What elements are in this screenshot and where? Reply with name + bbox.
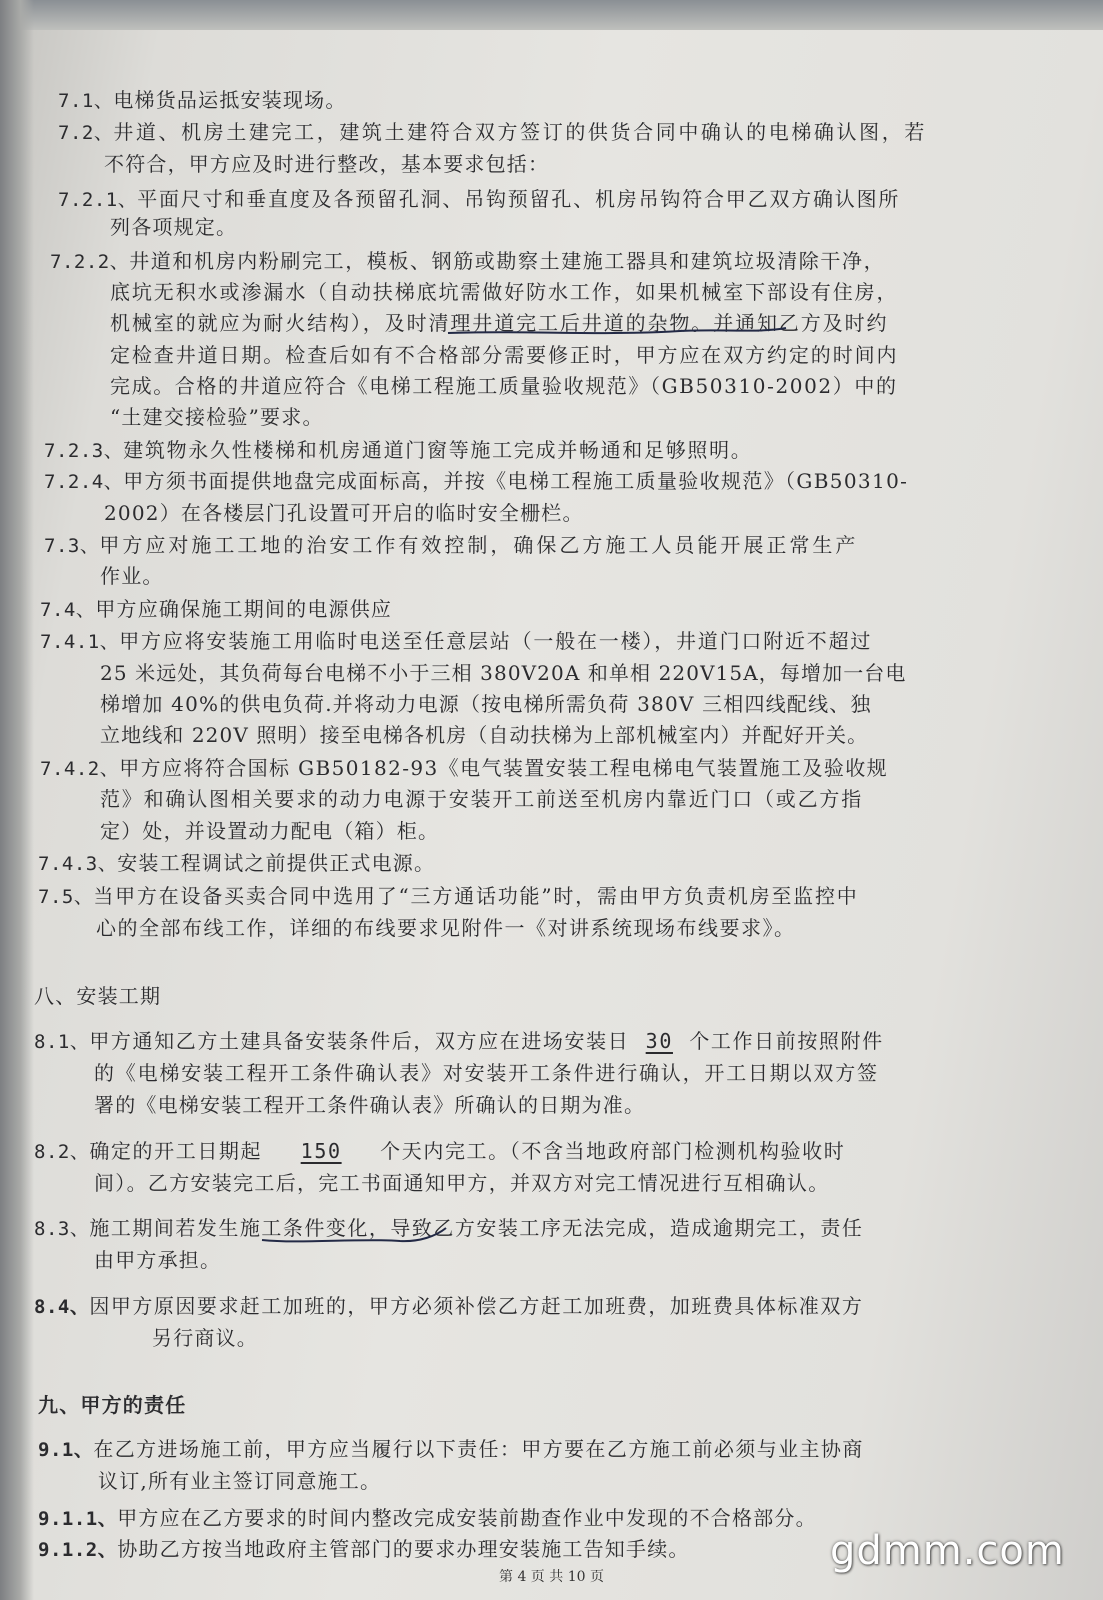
clause-7-2-2-line2: 底坑无积水或渗漏水（自动扶梯底坑需做好防水工作，如果机械室下部设有住房， <box>110 280 899 304</box>
section-8-heading: 八、安装工期 <box>34 984 162 1008</box>
fill-in-workdays: 30 <box>645 1029 673 1053</box>
clause-7-5: 7.5、当甲方在设备买卖合同中选用了“三方通话功能”时，需由甲方负责机房至监控中 <box>38 884 859 908</box>
clause-7-4-2: 7.4.2、甲方应将符合国标 GB50182-93《电气装置安装工程电梯电气装置施工及验收规 <box>40 756 889 780</box>
clause-9-1-1: 9.1.1、甲方应在乙方要求的时间内整改完成安装前勘查作业中发现的不合格部分。 <box>38 1506 817 1530</box>
clause-7-3: 7.3、甲方应对施工工地的治安工作有效控制，确保乙方施工人员能开展正常生产 <box>44 533 859 557</box>
clause-9-1: 9.1、在乙方进场施工前，甲方应当履行以下责任：甲方要在乙方施工前必须与业主协商 <box>38 1437 864 1461</box>
clause-8-1-line2: 的《电梯安装工程开工条件确认表》对安装开工条件进行确认，开工日期以双方签 <box>94 1061 879 1085</box>
clause-7-4-1-line3: 梯增加 40%的供电负荷.并将动力电源（按电梯所需负荷 380V 三相四线配线、独 <box>100 692 872 716</box>
clause-7-2-2-line4: 定检查井道日期。检查后如有不合格部分需要修正时，甲方应在双方约定的时间内 <box>110 343 899 367</box>
clause-7-2-2-line5: 完成。合格的井道应符合《电梯工程施工质量验收规范》（GB50310-2002）中的 <box>110 374 898 398</box>
watermark: gdmm.com <box>830 1528 1065 1574</box>
clause-7-2-4-cont: 2002）在各楼层门孔设置可开启的临时安全栅栏。 <box>104 501 584 525</box>
clause-8-2: 8.2、确定的开工日期起 150 个天内完工。（不含当地政府部门检测机构验收时 <box>34 1139 846 1163</box>
clause-8-3-cont: 由甲方承担。 <box>94 1248 222 1272</box>
clause-7-4-1-line2: 25 米远处，其负荷每台电梯不小于三相 380V20A 和单相 220V15A，每增加一台电 <box>100 661 907 685</box>
clause-7-4-2-line2: 范》和确认图相关要求的动力电源于安装开工前送至机房内靠近门口（或乙方指 <box>100 787 863 811</box>
clause-9-1-cont: 议订,所有业主签订同意施工。 <box>98 1469 382 1493</box>
fill-in-days: 150 <box>300 1139 342 1163</box>
clause-7-2-2-line3: 机械室的就应为耐火结构），及时清理井道完工后井道的杂物。并通知乙方及时约 <box>110 311 889 335</box>
clause-7-2-1-cont: 列各项规定。 <box>110 215 238 239</box>
clause-7-2-3: 7.2.3、建筑物永久性楼梯和机房通道门窗等施工完成并畅通和足够照明。 <box>44 438 753 462</box>
clause-9-1-2: 9.1.2、协助乙方按当地政府主管部门的要求办理安装施工告知手续。 <box>38 1537 690 1561</box>
clause-7-3-cont: 作业。 <box>100 564 164 588</box>
clause-7-4-1-line4: 立地线和 220V 照明）接至电梯各机房（自动扶梯为上部机械室内）并配好开关。 <box>100 723 869 747</box>
clause-7-2-cont: 不符合，甲方应及时进行整改，基本要求包括： <box>104 152 550 176</box>
clause-7-1: 7.1、电梯货品运抵安装现场。 <box>58 88 347 112</box>
clause-7-2: 7.2、井道、机房土建完工，建筑土建符合双方签订的供货合同中确认的电梯确认图，若 <box>58 120 927 144</box>
clause-8-4-cont: 另行商议。 <box>152 1326 258 1350</box>
page-number-footer: 第 4 页 共 10 页 <box>499 1569 604 1585</box>
clause-8-3: 8.3、施工期间若发生施工条件变化，导致乙方安装工序无法完成，造成逾期完工，责任 <box>34 1216 864 1240</box>
clause-7-2-2: 7.2.2、井道和机房内粉刷完工，模板、钢筋或勘察土建施工器具和建筑垃圾清除干净， <box>50 249 886 273</box>
clause-7-5-cont: 心的全部布线工作，详细的布线要求见附件一《对讲系统现场布线要求》。 <box>96 916 796 940</box>
clause-8-2-cont: 间）。乙方安装完工后，完工书面通知甲方，并双方对完工情况进行互相确认。 <box>94 1171 830 1195</box>
clause-8-1: 8.1、甲方通知乙方土建具备安装条件后，双方应在进场安装日 30 个工作日前按照附件 <box>34 1029 884 1053</box>
clause-8-4: 8.4、因甲方原因要求赶工加班的，甲方必须补偿乙方赶工加班费，加班费具体标准双方 <box>34 1294 864 1318</box>
clause-7-2-2-line6: “土建交接检验”要求。 <box>110 405 324 429</box>
clause-7-4-2-line3: 定）处，并设置动力配电（箱）柜。 <box>100 819 440 843</box>
clause-7-2-1: 7.2.1、平面尺寸和垂直度及各预留孔洞、吊钩预留孔、机房吊钩符合甲乙双方确认图所 <box>58 187 901 211</box>
section-9-heading: 九、甲方的责任 <box>38 1393 187 1417</box>
clause-7-4: 7.4、甲方应确保施工期间的电源供应 <box>40 597 393 621</box>
clause-7-2-4: 7.2.4、甲方须书面提供地盘完成面标高，并按《电梯工程施工质量验收规范》（GB50310- <box>44 469 909 493</box>
clause-8-1-line3: 署的《电梯安装工程开工条件确认表》所确认的日期为准。 <box>94 1093 646 1117</box>
clause-7-4-1: 7.4.1、甲方应将安装施工用临时电送至任意层站（一般在一楼），井道门口附近不超过 <box>40 629 873 653</box>
clause-7-4-3: 7.4.3、安装工程调试之前提供正式电源。 <box>38 851 436 875</box>
